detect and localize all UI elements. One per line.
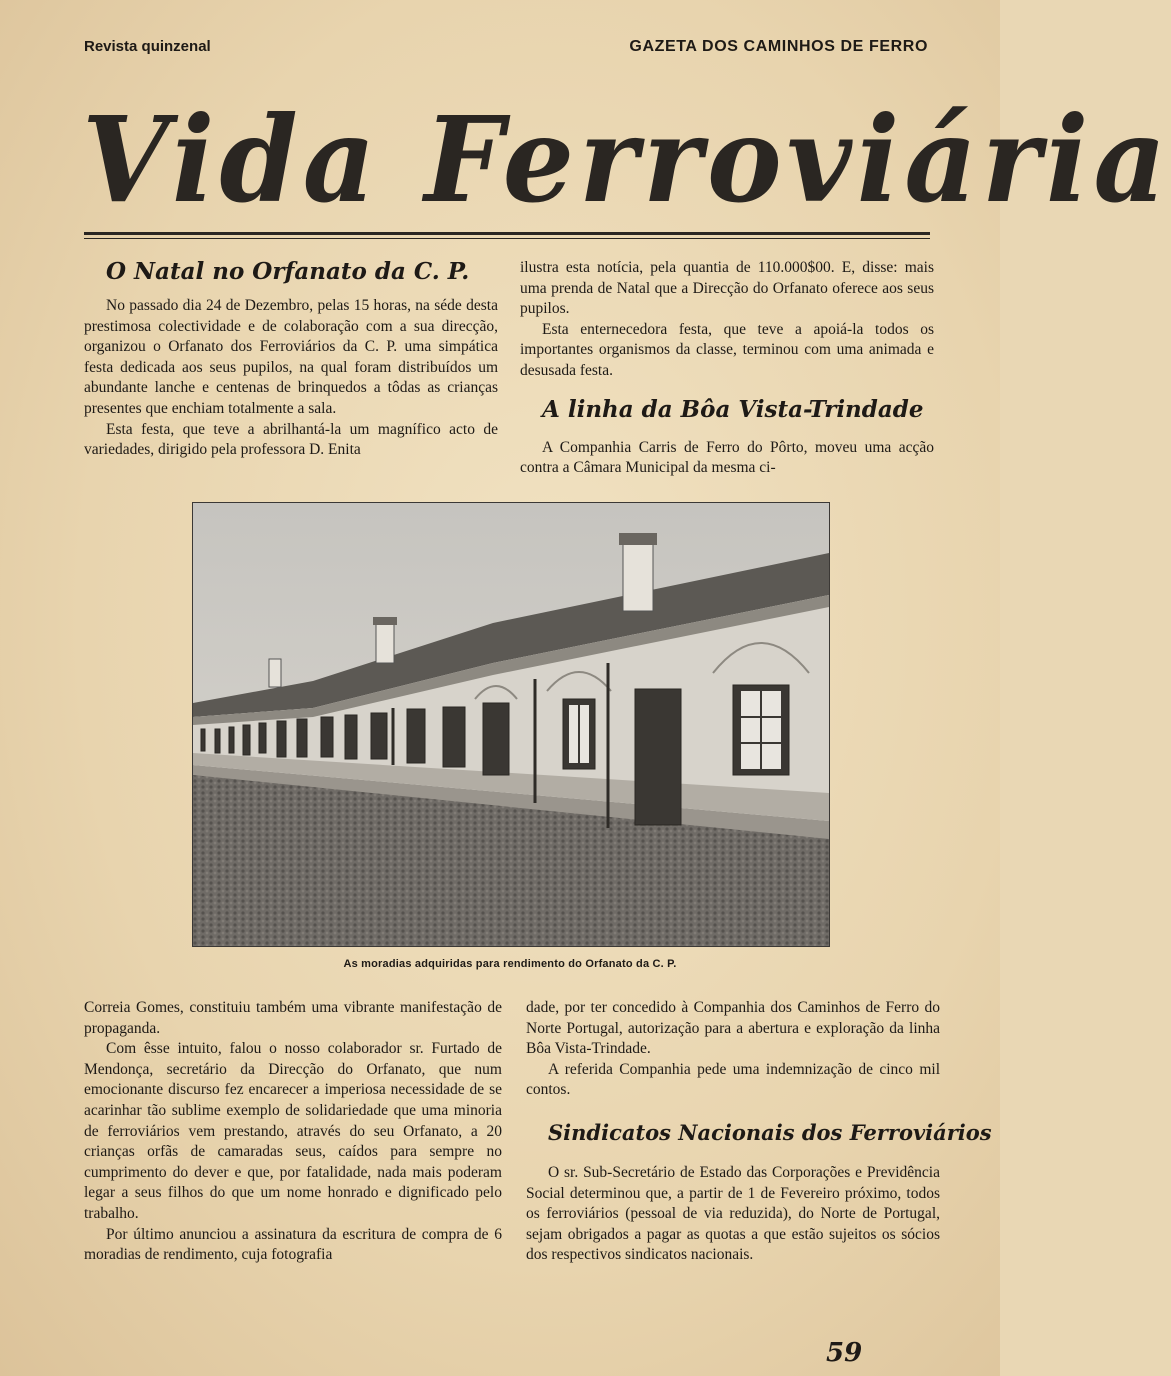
column-top-right [520,258,934,479]
article-paragraph: Com êsse intuito, falou o nosso colaborador sr. Furtado de Mendonça, secretário da Direcção do Orfanato, que num emocionante discurso fez encarecer a imperiosa necessidade de se acarinhar tão sublime exemplo de solidariedade que uma minoria de ferroviários vem prestando, através do seu Orfanato, a 20 crianças orfãs de camaradas seus, caídos para sempre no cumprimento do dever e que, por fatalidade, nada mais poderam legar a seus filhos do que um nome honrado e dignificado pelo trabalho. [84,1040,502,1222]
article-paragraph: A referida Companhia pede uma indemnização de cinco mil contos. [526,1060,940,1099]
running-header-left: Revista quinzenal [84,38,211,55]
article-paragraph: Esta enternecedora festa, que teve a apoiá-la todos os importantes organismos da classe, terminou com uma animada e desusada festa. [520,320,934,379]
section-masthead: Vida Ferroviária [82,91,1171,230]
article-paragraph: ilustra esta notícia, pela quantia de 110.000$00. E, disse: mais uma prenda de Natal que a Direcção do Orfanato oferece aos seus pupilos. [520,259,934,318]
column-top-left [84,258,498,461]
article-title-sindicatos: Sindicatos Nacionais dos Ferroviários [548,1119,992,1145]
article-paragraph: Correia Gomes, constituiu também uma vibrante manifestação de propaganda. [84,999,502,1037]
article-paragraph: Por último anunciou a assinatura da escritura de compra de 6 moradias de rendimento, cuja fotografia [84,1225,502,1264]
column-bottom-left [84,998,502,1266]
masthead-rule-thin [84,238,930,239]
article-title-natal: O Natal no Orfanato da C. P. [106,258,470,285]
photo-houses-illustration [193,503,829,946]
article-paragraph: A Companhia Carris de Ferro do Pôrto, moveu uma acção contra a Câmara Municipal da mesma ci- [520,438,934,477]
photo-caption: As moradias adquiridas para rendimento do Orfanato da C. P. [343,958,677,970]
article-paragraph: dade, por ter concedido à Companhia dos Caminhos de Ferro do Norte Portugal, autorização para a abertura e exploração da linha Bôa Vista-Trindade. [526,999,940,1058]
photo-moradias [192,502,830,947]
column-bottom-right [526,998,992,1266]
article-paragraph: O sr. Sub-Secretário de Estado das Corporações e Previdência Social determinou que, a partir de 1 de Fevereiro próximo, todos os ferroviários (pessoal de via reduzida), do Norte de Portugal, sejam obrigados a pagar as quotas a que estão sujeitos os sócios dos respectivos sindicatos nacionais. [526,1163,940,1264]
article-paragraph: No passado dia 24 de Dezembro, pelas 15 horas, na séde desta prestimosa colectividade e de colaboração com a sua direcção, organizou o Orfanato dos Ferroviários da C. P. uma simpática festa dedicada aos seus pupilos, na qual foram distribuídos um abundante lanche e centenas de brinquedos a tôdas as crianças presentes que enchiam totalmente a sala. [84,297,498,417]
article-paragraph: Esta festa, que teve a abrilhantá-la um magnífico acto de variedades, dirigido pela professora D. Enita [84,420,498,459]
page-number: 59 [826,1338,863,1368]
running-header-right: GAZETA DOS CAMINHOS DE FERRO [629,38,928,55]
masthead-rule [84,232,930,235]
article-title-linha: A linha da Bôa Vista-Trindade [542,395,924,423]
